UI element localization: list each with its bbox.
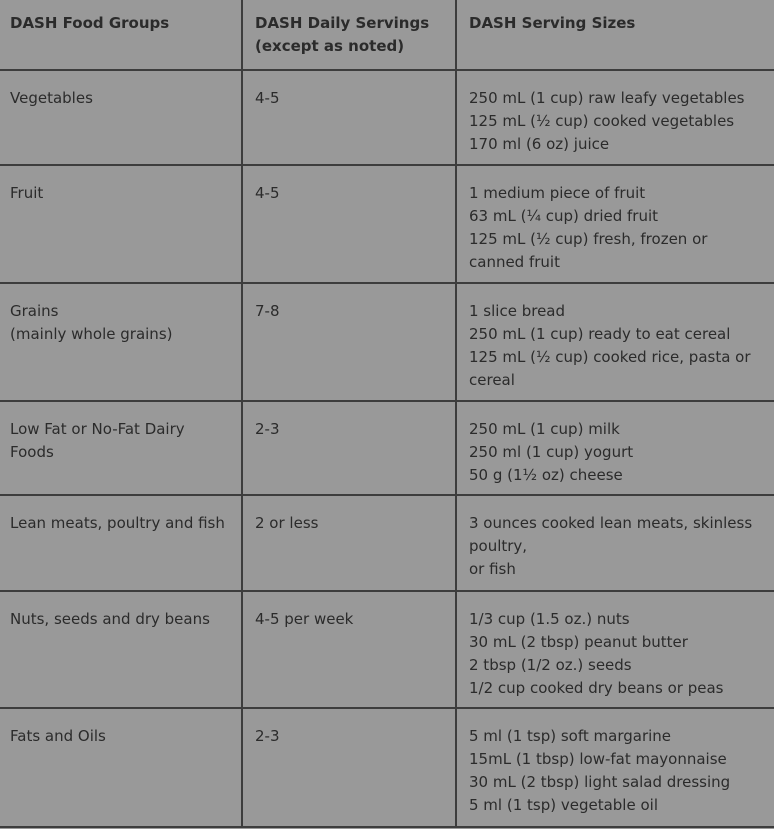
- food-group-cell: [0, 70, 242, 165]
- food-group-name: Vegetables: [10, 89, 93, 107]
- food-group-name: Lean meats, poultry and fish: [10, 514, 225, 532]
- food-group-name: Fats and Oils: [10, 727, 106, 745]
- serving-size-line: 250 ml (1 cup) yogurt: [469, 443, 634, 461]
- serving-size-line: 50 g (1½ oz) cheese: [469, 466, 623, 484]
- serving-sizes-cell: [456, 401, 774, 495]
- serving-sizes-cell: [456, 708, 774, 827]
- table-row: [0, 591, 774, 708]
- table-row: [0, 283, 774, 401]
- serving-size-line: 125 mL (½ cup) cooked vegetables: [469, 112, 735, 130]
- table-header-row: [0, 0, 774, 70]
- daily-servings-cell: [242, 401, 456, 495]
- food-group-name: Fruit: [10, 184, 44, 202]
- serving-size-line: 2 tbsp (1/2 oz.) seeds: [469, 656, 632, 674]
- table-row: [0, 401, 774, 495]
- serving-size-line: 30 mL (2 tbsp) peanut butter: [469, 633, 688, 651]
- serving-sizes-cell: [456, 283, 774, 401]
- food-group-cell: [0, 708, 242, 827]
- food-group-name: Low Fat or No-Fat Dairy: [10, 420, 185, 438]
- header-label: DASH Food Groups: [10, 14, 170, 32]
- serving-size-line: canned fruit: [469, 253, 560, 271]
- food-group-cell: [0, 401, 242, 495]
- serving-size-line: 125 mL (½ cup) fresh, frozen or: [469, 230, 708, 248]
- daily-servings-cell: [242, 591, 456, 708]
- food-group-cell: [0, 591, 242, 708]
- serving-size-line: poultry,: [469, 537, 528, 555]
- serving-size-line: 30 mL (2 tbsp) light salad dressing: [469, 773, 731, 791]
- header-label: DASH Serving Sizes: [469, 14, 636, 32]
- daily-servings-value: 7-8: [255, 302, 280, 320]
- serving-size-line: 1 medium piece of fruit: [469, 184, 646, 202]
- serving-size-line: 170 ml (6 oz) juice: [469, 135, 610, 153]
- header-food-groups: [0, 0, 242, 70]
- food-group-cell: [0, 165, 242, 283]
- serving-sizes-cell: [456, 591, 774, 708]
- serving-size-line: 250 mL (1 cup) ready to eat cereal: [469, 325, 731, 343]
- header-serving-sizes: [456, 0, 774, 70]
- daily-servings-cell: [242, 283, 456, 401]
- table-row: [0, 708, 774, 827]
- daily-servings-cell: [242, 70, 456, 165]
- food-group-cell: [0, 283, 242, 401]
- food-group-name: Grains: [10, 302, 59, 320]
- serving-size-line: or fish: [469, 560, 516, 578]
- serving-size-line: 63 mL (¼ cup) dried fruit: [469, 207, 659, 225]
- serving-size-line: 1 slice bread: [469, 302, 566, 320]
- serving-size-line: 3 ounces cooked lean meats, skinless: [469, 514, 753, 532]
- daily-servings-value: 4-5: [255, 184, 280, 202]
- serving-size-line: 125 mL (½ cup) cooked rice, pasta or: [469, 348, 751, 366]
- serving-size-line: 1/2 cup cooked dry beans or peas: [469, 679, 724, 697]
- daily-servings-cell: [242, 495, 456, 591]
- serving-sizes-cell: [456, 70, 774, 165]
- header-label: DASH Daily Servings: [255, 14, 430, 32]
- food-group-name: Nuts, seeds and dry beans: [10, 610, 210, 628]
- table-row: [0, 165, 774, 283]
- daily-servings-value: 2-3: [255, 727, 280, 745]
- table-row: [0, 495, 774, 591]
- daily-servings-cell: [242, 708, 456, 827]
- serving-sizes-cell: [456, 165, 774, 283]
- serving-size-line: 1/3 cup (1.5 oz.) nuts: [469, 610, 630, 628]
- food-group-name-cont: Foods: [10, 443, 54, 461]
- daily-servings-value: 4-5 per week: [255, 610, 354, 628]
- daily-servings-value: 2 or less: [255, 514, 319, 532]
- serving-sizes-cell: [456, 495, 774, 591]
- serving-size-line: 5 ml (1 tsp) vegetable oil: [469, 796, 658, 814]
- daily-servings-value: 4-5: [255, 89, 280, 107]
- daily-servings-cell: [242, 165, 456, 283]
- serving-size-line: 250 mL (1 cup) raw leafy vegetables: [469, 89, 745, 107]
- header-daily-servings: [242, 0, 456, 70]
- daily-servings-value: 2-3: [255, 420, 280, 438]
- header-sublabel: (except as noted): [255, 37, 405, 55]
- serving-size-line: 250 mL (1 cup) milk: [469, 420, 620, 438]
- table-row: [0, 70, 774, 165]
- serving-size-line: 5 ml (1 tsp) soft margarine: [469, 727, 672, 745]
- serving-size-line: 15mL (1 tbsp) low-fat mayonnaise: [469, 750, 727, 768]
- serving-size-line: cereal: [469, 371, 515, 389]
- food-group-note: (mainly whole grains): [10, 325, 173, 343]
- food-group-cell: [0, 495, 242, 591]
